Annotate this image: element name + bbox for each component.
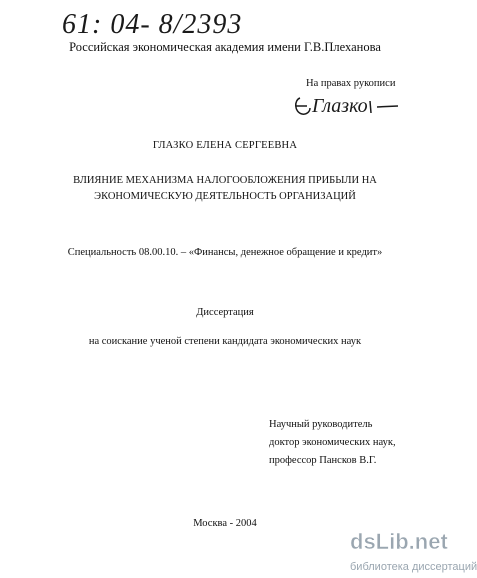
signature bbox=[292, 88, 404, 122]
advisor-name: профессор Пансков В.Г. bbox=[269, 455, 377, 466]
city-year: Москва - 2004 bbox=[193, 518, 257, 529]
watermark[interactable] bbox=[350, 527, 477, 573]
logo-text: dsLib.net bbox=[350, 529, 448, 554]
advisor-degree: доктор экономических наук, bbox=[269, 437, 396, 448]
handwritten-reference-text: 61: 04- 8/2393 bbox=[62, 9, 243, 40]
dslib-logo bbox=[350, 527, 448, 555]
academy-name: Российская экономическая академия имени Г.В.Плеханова bbox=[69, 40, 381, 54]
title-line: ВЛИЯНИЕ МЕХАНИЗМА НАЛОГООБЛОЖЕНИЯ ПРИБЫЛИ НА bbox=[73, 175, 377, 186]
specialty: Специальность 08.00.10. – «Финансы, денежное обращение и кредит» bbox=[67, 247, 383, 258]
advisor-role: Научный руководитель bbox=[269, 419, 373, 430]
author-name: ГЛАЗКО ЕЛЕНА СЕРГЕЕВНА bbox=[152, 140, 298, 151]
scientific-advisor bbox=[269, 416, 396, 470]
dissertation-title bbox=[0, 173, 450, 205]
title-line: ЭКОНОМИЧЕСКУЮ ДЕЯТЕЛЬНОСТЬ ОРГАНИЗАЦИЙ bbox=[94, 191, 356, 202]
degree-sought: на соискание ученой степени кандидата экономических наук bbox=[88, 336, 362, 347]
dslib-logo-mark bbox=[350, 527, 448, 555]
watermark-caption: библиотека диссертаций bbox=[350, 561, 477, 573]
work-type: Диссертация bbox=[196, 307, 254, 318]
manuscript-note: На правах рукописи bbox=[306, 78, 396, 89]
signature-text: Глазко bbox=[312, 95, 368, 117]
handwritten-reference bbox=[62, 8, 282, 40]
